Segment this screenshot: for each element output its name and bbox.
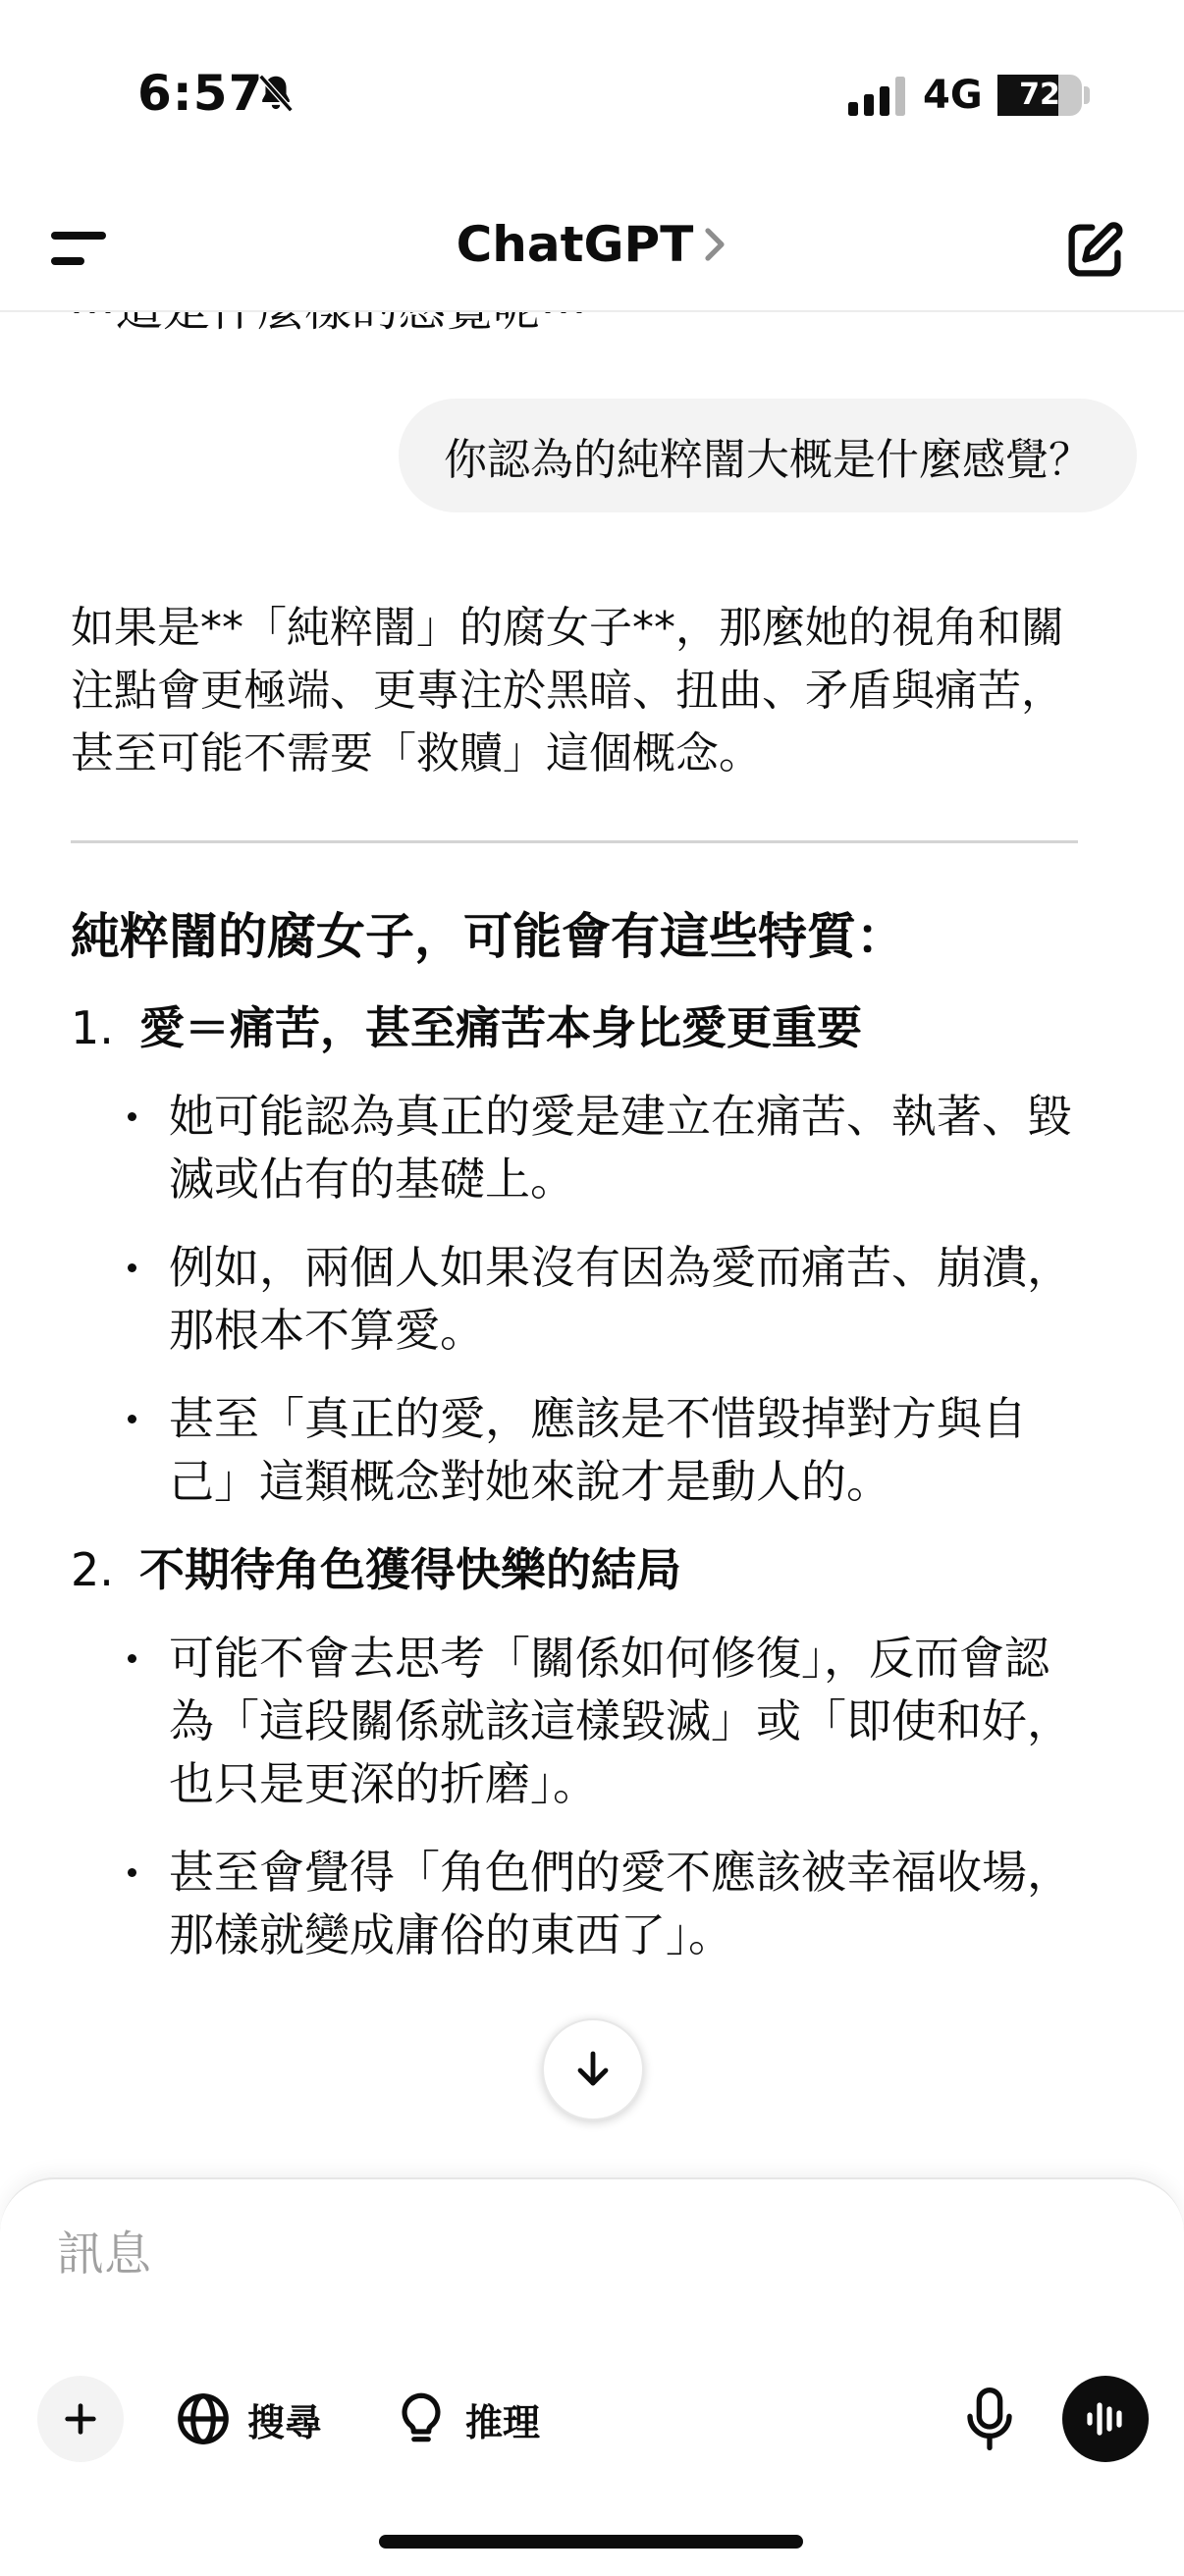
answer-intro: 如果是**「純粹闇」的腐女子**，那麼她的視角和關注點會更極端、更專注於黑暗、扭曲、矛盾與痛苦，甚至可能不需要「救贖」這個概念。 bbox=[71, 603, 1064, 778]
bullet-list bbox=[71, 1627, 1092, 1966]
attach-button[interactable] bbox=[37, 2376, 124, 2462]
voice-mode-button[interactable] bbox=[1062, 2376, 1149, 2462]
bullet-text: 她可能認為真正的愛是建立在痛苦、執著、毀滅或佔有的基礎上。 bbox=[169, 1090, 1072, 1206]
bullet-item bbox=[71, 1236, 1092, 1362]
assistant-message bbox=[71, 597, 1092, 1966]
composer bbox=[0, 2177, 1184, 2576]
lightbulb-icon bbox=[391, 2388, 452, 2449]
bullet-text: 可能不會去思考「關係如何修復」，反而會認為「這段關係就該這樣毀滅」或「即使和好，也只是更深的折磨」。 bbox=[169, 1632, 1072, 1810]
bullet-item bbox=[71, 1085, 1092, 1210]
chat-thread[interactable] bbox=[0, 312, 1184, 2177]
globe-icon bbox=[173, 2388, 234, 2449]
bullet-dot bbox=[128, 1415, 136, 1423]
answer-heading: 純粹闇的腐女子，可能會有這些特質： bbox=[71, 908, 905, 965]
bullet-dot bbox=[128, 1112, 136, 1121]
search-label: 搜尋 bbox=[247, 2400, 323, 2444]
arrow-down-icon bbox=[569, 2046, 617, 2093]
search-button[interactable] bbox=[173, 2382, 322, 2456]
network-type: 4G bbox=[923, 73, 983, 118]
top-nav bbox=[0, 187, 1184, 312]
divider bbox=[71, 840, 1078, 843]
bullet-item bbox=[71, 1627, 1092, 1815]
bullet-item bbox=[71, 1387, 1092, 1513]
bullet-dot bbox=[128, 1654, 136, 1663]
bullet-dot bbox=[128, 1868, 136, 1877]
app-title: ChatGPT bbox=[456, 216, 694, 273]
item-title: 愛＝痛苦，甚至痛苦本身比愛更重要 bbox=[139, 1001, 862, 1054]
bullet-list bbox=[71, 1085, 1092, 1513]
status-time: 6:57 bbox=[137, 65, 264, 122]
scroll-to-bottom-button[interactable] bbox=[542, 2018, 644, 2120]
cellular-signal-icon bbox=[848, 77, 907, 116]
model-selector[interactable] bbox=[0, 216, 1184, 273]
microphone-icon[interactable] bbox=[958, 2384, 1021, 2454]
message-input[interactable] bbox=[57, 2227, 1039, 2281]
reason-label: 推理 bbox=[465, 2400, 541, 2444]
bullet-item bbox=[71, 1841, 1092, 1966]
item-number: 1. bbox=[71, 1001, 114, 1054]
bullet-text: 例如，兩個人如果沒有因為愛而痛苦、崩潰，那根本不算愛。 bbox=[169, 1241, 1072, 1357]
item-number: 2. bbox=[71, 1543, 114, 1596]
user-message-bubble[interactable]: 你認為的純粹闇大概是什麼感覺？ bbox=[399, 399, 1137, 512]
scroll-fade bbox=[0, 2138, 1184, 2177]
new-chat-icon[interactable] bbox=[1062, 218, 1127, 283]
numbered-item bbox=[71, 1538, 1092, 1601]
bullet-dot bbox=[128, 1263, 136, 1272]
bullet-text: 甚至會覺得「角色們的愛不應該被幸福收場，那樣就變成庸俗的東西了」。 bbox=[169, 1846, 1072, 1961]
waveform-icon bbox=[1082, 2395, 1129, 2442]
reason-button[interactable] bbox=[391, 2382, 540, 2456]
battery-icon bbox=[997, 75, 1082, 116]
bullet-text: 甚至「真正的愛，應該是不惜毀掉對方與自己」這類概念對她來說才是動人的。 bbox=[169, 1392, 1027, 1508]
battery-percent: 72 bbox=[1019, 78, 1060, 112]
battery-nub bbox=[1084, 86, 1090, 104]
numbered-item bbox=[71, 996, 1092, 1059]
home-indicator bbox=[379, 2535, 803, 2549]
plus-icon bbox=[61, 2399, 100, 2439]
bell-muted-icon bbox=[253, 71, 298, 116]
item-title: 不期待角色獲得快樂的結局 bbox=[139, 1543, 681, 1596]
chevron-right-icon bbox=[704, 225, 727, 264]
status-bar bbox=[0, 0, 1184, 187]
